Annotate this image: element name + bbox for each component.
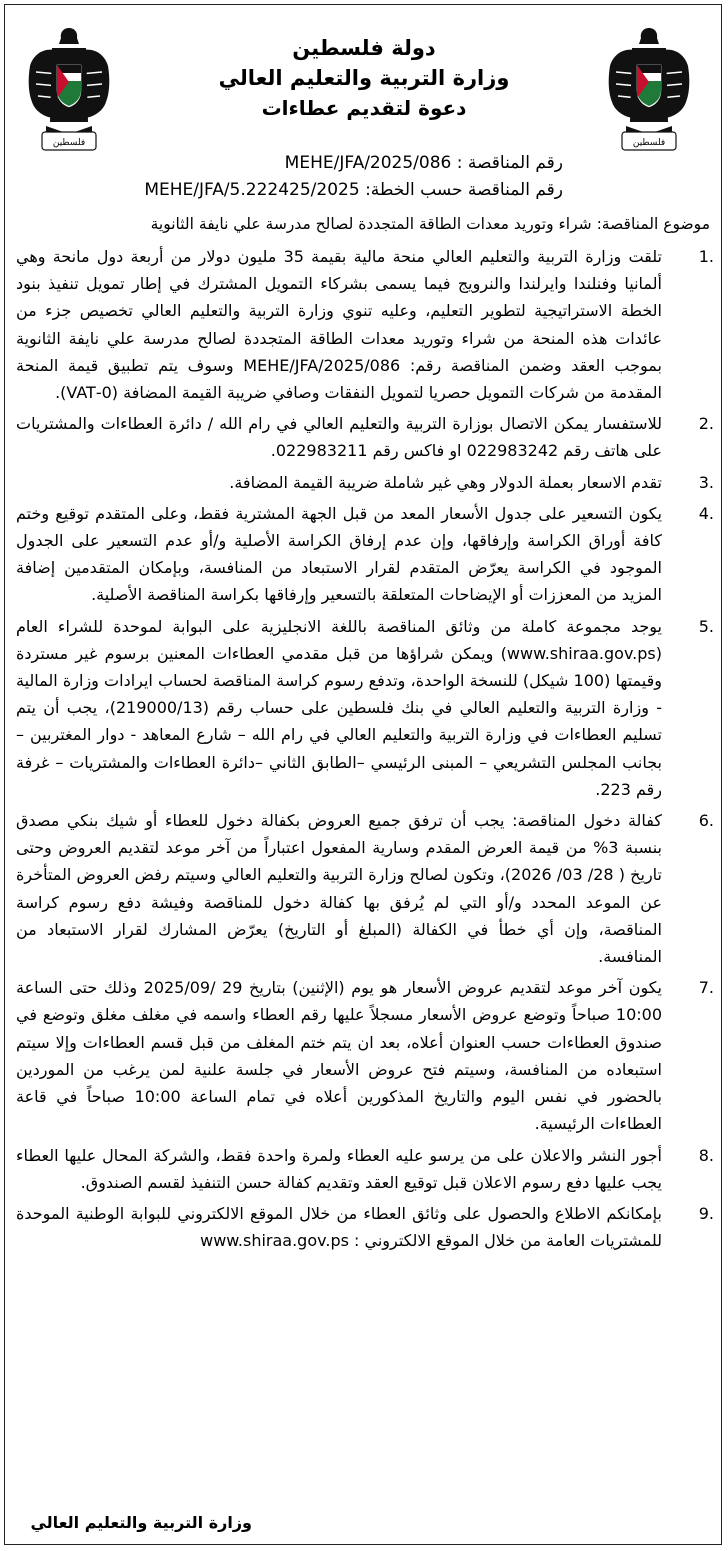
flag-shield-icon — [56, 64, 82, 108]
plan-number-line — [144, 177, 563, 204]
state-name: دولة فلسطين — [292, 36, 436, 60]
announcement-title: دعوة لتقديم عطاءات — [261, 96, 467, 120]
emblem-caption: فلسطين — [632, 138, 666, 148]
footer-signature: وزارة التربية والتعليم العالي — [30, 1513, 252, 1532]
list-item — [12, 500, 714, 609]
tender-number-label: رقم المناقصة : — [456, 153, 563, 173]
item-number: 4. — [698, 503, 714, 523]
list-item — [12, 469, 714, 496]
item-number: 2. — [698, 414, 714, 434]
item-text: بإمكانكم الاطلاع والحصول على وثائق العطاء من خلال الموقع الالكتروني للبوابة الوطنية الموحدة للمشتريات العامة من خلال الموقع الالكتروني : www.shiraa.gov.ps — [16, 1203, 662, 1251]
item-number: 1. — [698, 247, 714, 266]
item-number: 7. — [698, 978, 714, 998]
item-number: 9. — [698, 1203, 714, 1223]
item-number: 8. — [698, 1145, 714, 1165]
item-text: للاستفسار يمكن الاتصال بوزارة التربية والتعليم العالي في رام الله / دائرة العطاءات والمشتريات على هاتف رقم 022983242 او فاكس رقم 022983211. — [16, 414, 662, 461]
list-item — [12, 243, 714, 406]
item-text: كفالة دخول المناقصة: يجب أن ترفق جميع العروض بكفالة دخول للعطاء أو شيك بنكي مصدق بنسبة 3% من قيمة العرض المقدم وسارية المفعول اعتباراً من آخر موعد لتقديم العروض وحتى تاريخ ( 28/ 03/ 2026)، وتكون لصالح وزارة التربية والتعليم العالي وسيتم رفض العروض المتأخرة عن الموعد المحدد و/أو التي لم يُرفق بها كفالة دخول للمناقصة وفيشة دفع رسوم كراسة المناقصة، وإن أي خطأ في الكفالة (المبلغ أو التاريخ) يعرّض المشارك لقرار الاستبعاد من المنافسة. — [16, 811, 663, 967]
item-number: 3. — [698, 472, 714, 492]
item-text: يكون آخر موعد لتقديم عروض الأسعار هو يوم (الإثنين) بتاريخ 29 /2025/09 وذلك حتى الساعة 10:00 صباحاً وتوضع عروض الأسعار مسجلاً عليها رقم العطاء واسمه في مغلف مغلق وتوضع في صندوق العطاءات حسب العنوان أعلاه، بعد ان يتم ختم المغلف من قبل قسم العطاءات وإلا سيتم استبعاده من المنافسة، وسيتم فتح عروض الأسعار في جلسة علنية لمن يرغب من الموردين بالحضور في نفس اليوم والتاريخ المذكورين أعلاه في تمام الساعة 10:00 صباحاً في قاعة العطاءات الرئيسية. — [16, 978, 662, 1134]
list-item — [12, 613, 714, 803]
tender-number-line — [144, 150, 563, 177]
item-number: 6. — [698, 811, 714, 831]
item-text: تلقت وزارة التربية والتعليم العالي منحة مالية بقيمة 35 مليون دولار من أربعة دول مانحة وهي ألمانيا وفنلندا وايرلندا والنرويج فيما يسمى بشركاء التمويل المشترك في إطار تمويل تنفيذ بنود الخطة الاستراتيجية لتطوير التعليم، وعليه تنوي وزارة التربية والتعليم العالي تخصيص جزء من عائدات هذه المنحة من شراء وتوريد معدات الطاقة المتجددة لصالح مدرسة علي نايفة الثانوية بموجب العقد وضمن المناقصة رقم: 086/MEHE/JFA/2025 وسوف يتم تطبيق قيمة المنحة المقدمة من شركات التمويل حصريا لتمويل النفقات وصافي ضريبة القيمة المضافة (0-VAT). — [16, 247, 663, 403]
tender-subject: موضوع المناقصة: شراء وتوريد معدات الطاقة المتجددة لصالح مدرسة علي نايفة الثانوية — [150, 215, 710, 233]
palestine-emblem-left — [26, 22, 112, 162]
item-text: يكون التسعير على جدول الأسعار المعد من قبل الجهة المشترية فقط، وعلى المتقدم توقيع وختم كافة أوراق الكراسة وإرفاقها، وإن عدم إرفاق الكراسة الأصلية و/أو عدم التسعير على الجدول الموجود في الكراسة يعرّض المتقدم لقرار الاستبعاد من المنافسة، وبإمكان المتقدمين إضافة المزيد من المعززات أو الإيضاحات المتعلقة بالتسعير وإرفاقها بكراسة المناقصة الأصلية. — [16, 503, 662, 605]
list-item — [12, 974, 714, 1137]
emblem-caption: فلسطين — [52, 138, 86, 148]
flag-shield-icon — [636, 64, 662, 108]
list-item — [12, 807, 714, 970]
plan-number: MEHE/JFA/5.222425/2025 — [144, 180, 360, 200]
terms-list — [12, 243, 714, 1254]
announcement-header — [150, 34, 578, 123]
palestine-emblem-right — [606, 22, 692, 162]
item-text: تقدم الاسعار بعملة الدولار وهي غير شاملة ضريبة القيمة المضافة. — [229, 472, 662, 492]
list-item — [12, 410, 714, 464]
item-text: أجور النشر والاعلان على من يرسو عليه العطاء ولمرة واحدة فقط، والشركة المحال عليها العطاء يجب عليها دفع رسوم الاعلان قبل توقيع العقد وتقديم كفالة حسن التنفيذ لقسم الصندوق. — [16, 1145, 662, 1192]
plan-number-label: رقم المناقصة حسب الخطة: — [365, 180, 563, 200]
list-item — [12, 1200, 714, 1254]
item-number: 5. — [698, 616, 714, 636]
tender-number: MEHE/JFA/2025/086 — [284, 153, 452, 173]
list-item — [12, 1142, 714, 1196]
item-text: يوجد مجموعة كاملة من وثائق المناقصة باللغة الانجليزية على البوابة لموحدة للشراء العام (www.shiraa.gov.ps) ويمكن شراؤها من قبل مقدمي العطاءات المعنين برسوم غير مستردة وقيمتها (100 شيكل) للنسخة الواحدة، وتدفع رسوم كراسة المناقصة لحساب ايرادات وزارة المالية - وزارة التربية والتعليم العالي في بنك فلسطين على حساب رقم (219000/13)، يجب أن يتم تسليم العطاءات في وزارة التربية والتعليم العالي في رام الله – شارع المعاهد - دوار المغتربين – بجانب المجلس التشريعي – المبنى الرئيسي –الطابق الثاني –دائرة العطاءات والمشتريات – غرفة رقم 223. — [16, 616, 663, 799]
ministry-name: وزارة التربية والتعليم العالي — [218, 66, 510, 90]
tender-references — [144, 150, 563, 204]
